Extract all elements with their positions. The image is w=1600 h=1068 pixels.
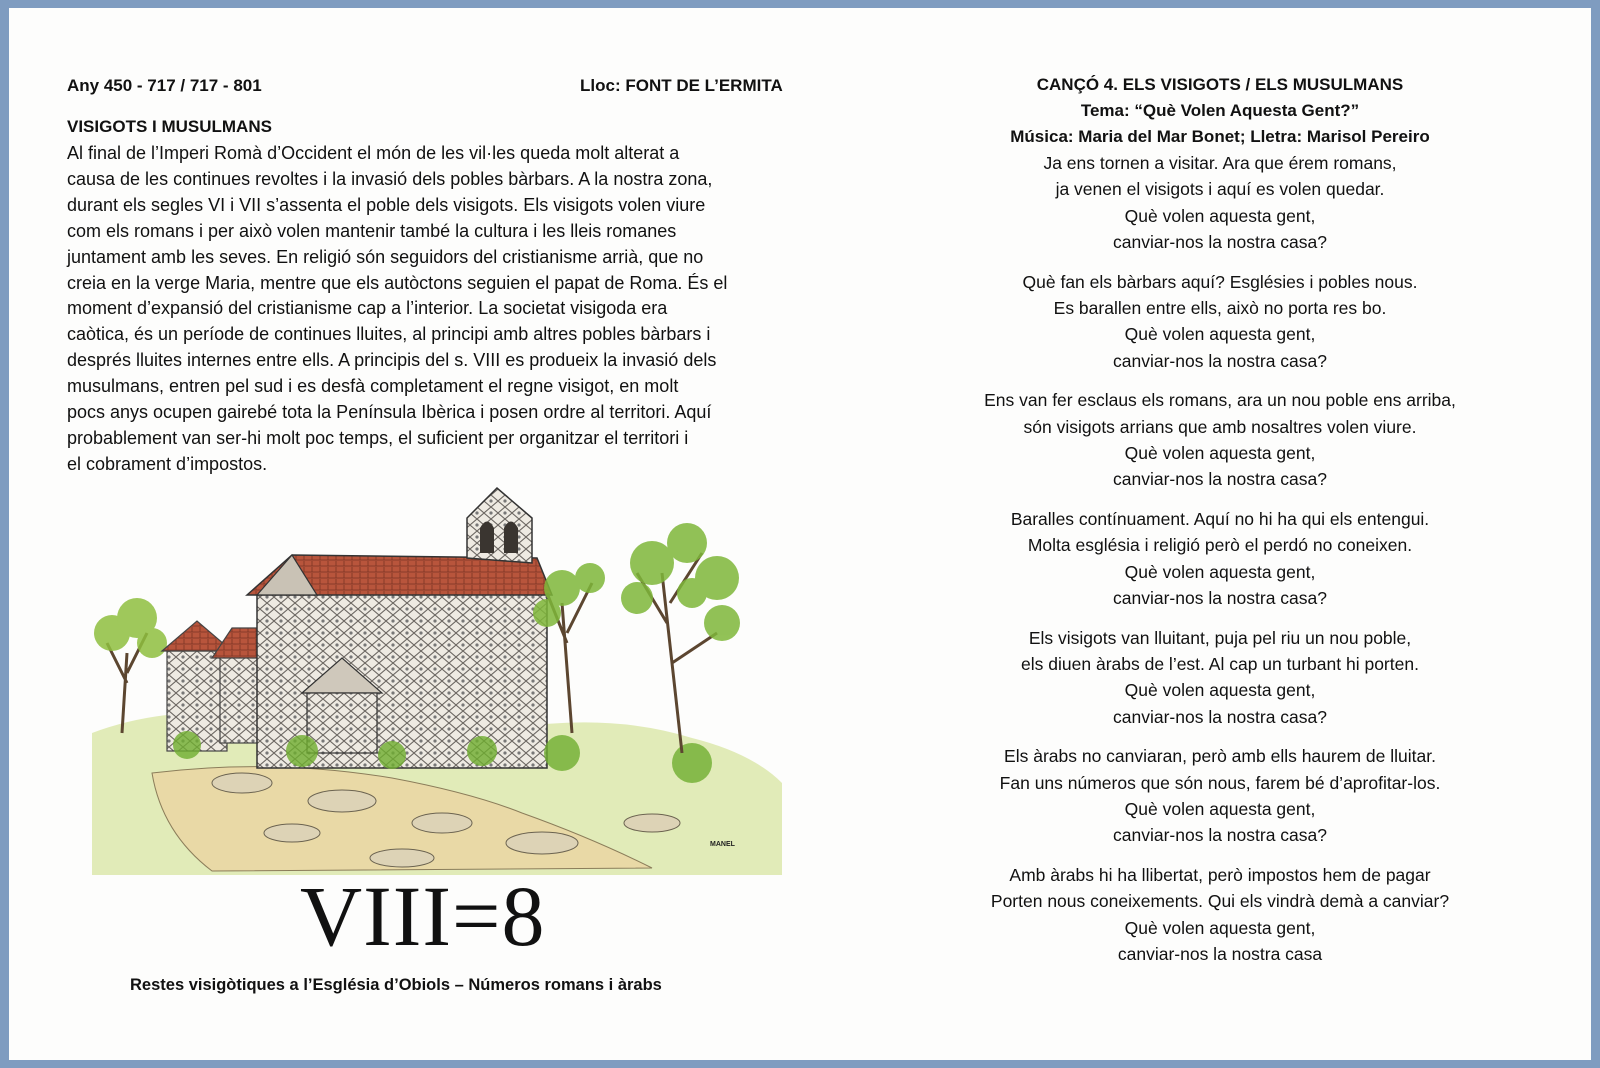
lyric-line: Què volen aquesta gent,	[1124, 561, 1316, 582]
song-title: CANÇÓ 4. ELS VISIGOTS / ELS MUSULMANS	[1036, 75, 1404, 94]
lyric-line: Els visigots van lluitant, puja pel riu un nou poble,	[1028, 627, 1412, 648]
lyric-line: Ens van fer esclaus els romans, ara un nou poble ens arriba,	[984, 390, 1456, 411]
song-header	[940, 72, 1500, 150]
lyric-line: Molta església i religió però el perdó no coneixen.	[1027, 535, 1413, 556]
lyric-line: Què volen aquesta gent,	[1124, 205, 1316, 226]
lyric-line: Els àrabs no canviaran, però amb ells haurem de lluitar.	[1004, 746, 1436, 767]
stanza	[940, 506, 1500, 611]
place-label: Lloc: FONT DE L’ERMITA	[580, 76, 783, 95]
date-range: Any 450 - 717 / 717 - 801	[67, 76, 262, 95]
lyric-line: Amb àrabs hi ha llibertat, però impostos hem de pagar	[1009, 865, 1431, 886]
lyric-line: Què volen aquesta gent,	[1124, 799, 1316, 820]
lyric-line: Es barallen entre ells, això no porta res bo.	[1053, 297, 1387, 318]
lyric-line: canviar-nos la nostra casa?	[1113, 469, 1327, 490]
song-theme: Tema: “Què Volen Aquesta Gent?”	[1080, 101, 1360, 120]
artist-signature: MANEL	[710, 841, 735, 848]
roman-arabic-numeral: VIII=8	[300, 868, 546, 964]
stanza	[940, 269, 1500, 374]
lyric-line: Què fan els bàrbars aquí? Esglésies i pobles nous.	[1022, 271, 1418, 292]
lyric-line: Què volen aquesta gent,	[1124, 917, 1316, 938]
lyric-line: canviar-nos la nostra casa?	[1113, 587, 1327, 608]
lyric-line: canviar-nos la nostra casa?	[1113, 825, 1327, 846]
lyric-line: canviar-nos la nostra casa?	[1113, 706, 1327, 727]
lyric-line: Fan uns números que són nous, farem bé d’aprofitar-los.	[999, 772, 1441, 793]
lyric-line: Baralles contínuament. Aquí no hi ha qui els entengui.	[1010, 509, 1430, 530]
lyric-line: són visigots arrians que amb nosaltres volen viure.	[1023, 416, 1417, 437]
song-credits: Música: Maria del Mar Bonet; Lletra: Marisol Pereiro	[1010, 127, 1430, 146]
song-lyrics	[940, 150, 1500, 981]
lyric-line: Ja ens tornen a visitar. Ara que érem romans,	[1043, 153, 1397, 173]
stanza	[940, 743, 1500, 848]
lyric-line: ja venen el visigots i aquí es volen quedar.	[1055, 179, 1385, 200]
lyric-line: canviar-nos la nostra casa?	[1113, 350, 1327, 371]
history-paragraph: Al final de l’Imperi Romà d’Occident el món de les vil·les queda molt alterat a causa de les continues revoltes i la invasió dels pobles bàrbars. A la nostra zona, durant els segles VI i VII s’assenta el poble dels visigots. Els visigots volen viure com els romans i per això volen mantenir també la cultura i les lleis romanes juntament amb les seves. En religió són seguidors del cristianisme arrià, que no creia en la verge Maria, mentre que els autòctons seguien el papat de Roma. És el moment d’expansió del cristianisme cap a l’interior. La societat visigoda era caòtica, és un període de continues lluites, al principi amb altres pobles bàrbars i després lluites internes entre ells. A principis del s. VIII es produeix la invasió dels musulmans, entren pel sud i es desfà completament el regne visigot, en molt pocs anys ocupen gairebé tota la Península Ibèrica i posen ordre al territori. Aquí probablement van ser-hi molt poc temps, el suficient per organitzar el territori i el cobrament d’impostos.	[67, 143, 728, 474]
church-illustration	[92, 483, 782, 875]
section-title: VISIGOTS I MUSULMANS	[67, 117, 272, 136]
lyric-line: canviar-nos la nostra casa	[1117, 944, 1323, 965]
stanza	[940, 150, 1500, 255]
lyric-line: Porten nous coneixements. Qui els vindrà demà a canviar?	[990, 891, 1450, 912]
lyric-line: Què volen aquesta gent,	[1124, 442, 1316, 463]
lyric-line: els diuen àrabs de l’est. Al cap un turbant hi porten.	[1021, 654, 1419, 675]
lyric-line: Què volen aquesta gent,	[1124, 324, 1316, 345]
image-caption: Restes visigòtiques a l’Església d’Obiols – Números romans i àrabs	[130, 976, 662, 994]
lyric-line: canviar-nos la nostra casa?	[1113, 231, 1327, 252]
lyric-line: Què volen aquesta gent,	[1124, 680, 1316, 701]
stanza	[940, 862, 1500, 967]
stanza	[940, 625, 1500, 730]
stanza	[940, 387, 1500, 492]
